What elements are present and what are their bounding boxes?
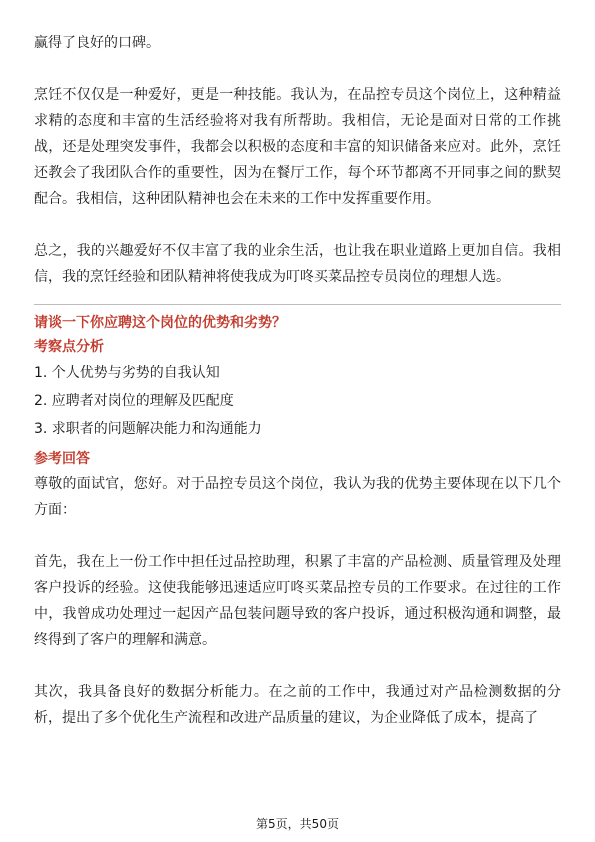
spacer — [34, 653, 561, 679]
list-item: 2. 应聘者对岗位的理解及匹配度 — [34, 393, 234, 409]
paragraph-conclusion: 总之，我的兴趣爱好不仅丰富了我的业余生活，也让我在职业道路上更加自信。我相信，我的烹饪经验和团队精神将使我成为叮咚买菜品控专员岗位的理想人选。 — [34, 243, 561, 285]
answer-second-point-paragraph: 其次，我具备良好的数据分析能力。在之前的工作中，我通过对产品检测数据的分析，提出了多个优化生产流程和改进产品质量的建议，为企业降低了成本，提高了 — [34, 684, 561, 726]
paragraph-cooking-skill: 烹饪不仅仅是一种爱好，更是一种技能。我认为，在品控专员这个岗位上，这种精益求精的态度和丰富的生活经验将对我有所帮助。我相信，无论是面对日常的工作挑战，还是处理突发事件，我都会以积极的态度和丰富的知识储备来应对。此外，烹饪还教会了我团队合作的重要性，因为在餐厅工作，每个环节都离不开同事之间的默契配合。我相信，这种团队精神也会在未来的工作中发挥重要作用。 — [34, 87, 561, 207]
analysis-list — [34, 359, 561, 443]
page-number: 第5页，共50页 — [256, 817, 339, 831]
spacer — [34, 56, 561, 82]
analysis-heading: 考察点分析 — [34, 339, 104, 355]
answer-first-point-paragraph: 首先，我在上一份工作中担任过品控助理，积累了丰富的产品检测、质量管理及处理客户投诉的经验。这使我能够迅速适应叮咚买菜品控专员的工作要求。在过往的工作中，我曾成功处理过一起因产品包装问题导致的客户投诉，通过积极沟通和调整，最终得到了客户的理解和满意。 — [34, 554, 561, 648]
spacer — [34, 523, 561, 549]
list-item: 3. 求职者的问题解决能力和沟通能力 — [34, 421, 262, 437]
continuation-paragraph: 赢得了良好的口碑。 — [34, 35, 160, 51]
answer-heading: 参考回答 — [34, 451, 90, 467]
answer-intro-paragraph: 尊敬的面试官，您好。对于品控专员这个岗位，我认为我的优势主要体现在以下几个方面： — [34, 476, 561, 518]
document-body — [34, 30, 561, 731]
list-item: 1. 个人优势与劣势的自我认知 — [34, 365, 220, 381]
spacer — [34, 212, 561, 238]
question-title: 请谈一下你应聘这个岗位的优势和劣势？ — [34, 315, 286, 331]
section-divider — [34, 304, 561, 305]
